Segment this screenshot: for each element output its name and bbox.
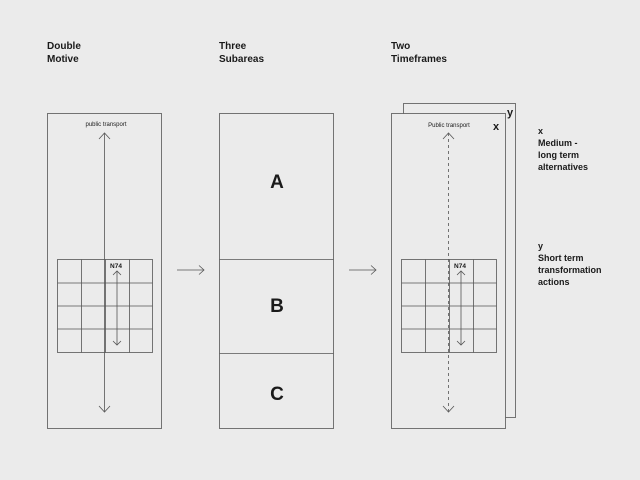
note-y-line-1: Short term	[538, 253, 584, 263]
subarea-c-label: C	[270, 384, 284, 405]
public-transport-label: public transport	[85, 122, 127, 128]
subarea-a-label: A	[270, 172, 284, 193]
public-transport-label: Public transport	[428, 123, 470, 129]
panel-frame	[220, 114, 334, 429]
panel-three-subareas	[220, 114, 334, 429]
flow-arrow-2	[349, 266, 376, 275]
note-x	[538, 125, 588, 173]
back-sheet-tag-y: y	[506, 107, 514, 119]
note-y-tag: y	[538, 241, 544, 251]
note-x-line-3: alternatives	[538, 162, 589, 172]
front-sheet-tag-x: x	[492, 121, 500, 133]
note-x-line-1: Medium -	[538, 138, 578, 148]
note-y	[538, 240, 602, 288]
road-n74-label: N74	[110, 263, 122, 270]
road-arrow	[113, 271, 121, 345]
subarea-b-label: B	[270, 296, 284, 317]
flow-arrow-1	[177, 266, 204, 275]
road-n74-label: N74	[454, 263, 466, 270]
note-y-line-3: actions	[538, 277, 570, 287]
transport-arrow	[99, 133, 110, 412]
street-grid	[58, 260, 153, 353]
panel-double-motive	[48, 114, 162, 429]
heading-double-motive: Double Motive	[47, 41, 81, 65]
note-x-line-2: long term	[538, 150, 580, 160]
heading-three-subareas: Three Subareas	[219, 41, 265, 65]
note-y-line-2: transformation	[538, 265, 602, 275]
note-x-tag: x	[538, 126, 544, 136]
heading-two-timeframes: Two Timeframes	[391, 41, 447, 65]
